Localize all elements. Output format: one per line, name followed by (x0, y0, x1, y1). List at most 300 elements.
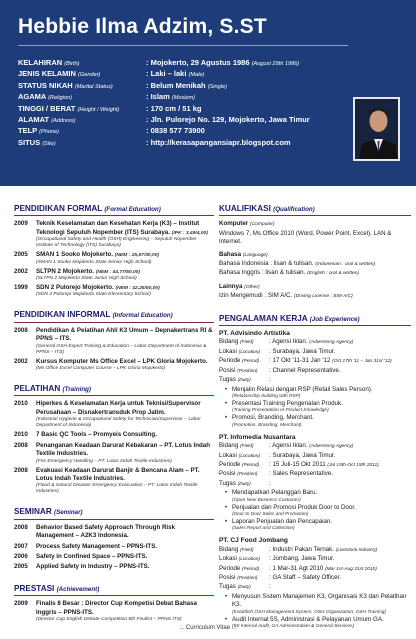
job-field-label-sub: (Duty) (237, 481, 251, 487)
section-divider (219, 325, 411, 326)
job-field-label-sub: (Duty) (237, 585, 251, 591)
item-score: (NEM : 42,25/50,00) (115, 286, 160, 292)
job-field-label-sub: (Position) (237, 576, 258, 581)
achievement-title (14, 585, 214, 594)
item-year: 2008 (14, 466, 28, 474)
bullet-icon: • (225, 399, 228, 407)
personal-label-text: KELAHIRAN (18, 58, 63, 67)
job-entry (219, 537, 411, 630)
qualification-group (219, 220, 411, 246)
personal-label-sub: (Phone) (39, 129, 60, 136)
job-field-label (219, 470, 269, 479)
personal-info (18, 57, 348, 148)
bullet-icon: • (225, 414, 228, 422)
qualification-heading (219, 220, 411, 229)
job-field-label-text: Tugas (219, 583, 236, 591)
list-item (14, 251, 214, 265)
informal-education-list (14, 327, 214, 372)
qualification-line-sub: (English : oral & written) (307, 271, 359, 277)
item-note: (Industrial Hygiene & Occupational Safety for Technician/Supervisor – Labor Department of Indonesia) (36, 417, 201, 429)
formal-education-section (14, 205, 214, 298)
item-body (36, 268, 214, 282)
bullet-icon: • (225, 615, 228, 623)
duty-body (232, 489, 317, 503)
job-field-label (219, 338, 269, 347)
job-field-row (219, 480, 411, 489)
list-item (14, 600, 214, 623)
job-field-label (219, 367, 269, 376)
job-field-label-sub: (Period) (242, 566, 260, 572)
achievement-section (14, 585, 214, 623)
job-field-row (219, 470, 411, 479)
qualification-heading-text: Bahasa (219, 250, 242, 258)
personal-value-text: : 0838 577 73900 (146, 126, 205, 136)
section-title-sub: (Seminar) (54, 509, 83, 517)
personal-value-sub: (Male) (188, 72, 205, 79)
section-title-text: PRESTASI (14, 583, 55, 593)
duty-body (232, 593, 411, 616)
section-divider (14, 215, 214, 216)
job-field-label-text: Lokasi (219, 555, 237, 563)
job-field-value-text: : Surabaya, Jawa Timur. (269, 347, 336, 355)
job-field-label-sub: (Location) (238, 557, 260, 563)
job-field-value-text: : Agensi Iklan. (269, 338, 308, 346)
item-body (36, 442, 214, 465)
job-field-label-text: Periode (219, 357, 241, 365)
list-item (14, 327, 214, 356)
duty-note: (5S Internal Audit, GA Administration & General Services) (232, 624, 355, 630)
item-body (36, 400, 214, 429)
item-body (36, 220, 214, 249)
job-field-label (219, 480, 269, 489)
duty-text: Menjalin Relasi dengan RSP (Retail Sales Person). (232, 385, 373, 393)
item-year: 1999 (14, 284, 28, 292)
item-body (36, 358, 214, 372)
job-field-value-sub: (Advertising Agency) (309, 340, 354, 346)
personal-label-sub: (Site) (42, 140, 56, 147)
job-field-row (219, 357, 411, 366)
item-year: 2008 (14, 441, 28, 449)
duty-text: Presentasi Training Pengenalan Produk. (232, 399, 343, 407)
personal-info-label (18, 125, 146, 136)
item-body (36, 251, 214, 265)
job-field-value (269, 367, 341, 376)
item-year: 2002 (14, 267, 28, 275)
list-item (14, 543, 214, 551)
item-main-text: Finalis 8 Besar : Director Cup Kompetisi Debat Bahasa Inggris – PPNS-ITS. (36, 600, 197, 616)
item-year: 2010 (14, 431, 28, 439)
formal-education-list (14, 220, 214, 298)
job-field-value-sub: (Mar 1st-Aug 31st 2010) (325, 566, 377, 572)
duty-text: Menyusun Sistem Manajemen K3, Organisasi K3 dan Pelatihan K3. (232, 592, 407, 609)
job-field-label (219, 452, 269, 461)
job-field-label (219, 565, 269, 574)
job-field-label-text: Posisi (219, 574, 236, 581)
formal-education-title (14, 205, 214, 214)
personal-label-text: STATUS NIKAH (18, 80, 73, 90)
job-field-value-sub: (Livestock Industry) (335, 547, 378, 553)
job-field-value (269, 442, 353, 451)
section-title-text: PENGALAMAN KERJA (219, 313, 308, 323)
portrait-image (355, 99, 400, 161)
item-score: (NEM : 25,67/30,00) (114, 253, 160, 259)
job-entry (219, 330, 411, 429)
job-field-label-text: Lokasi (219, 347, 237, 355)
qualification-line-text: Windows 7, Ms Office 2010 (Word, Power Point, Excel), LAN & Internet. (219, 229, 392, 246)
list-item (14, 220, 214, 249)
job-field-label-text: Periode (219, 564, 241, 572)
duty-item (219, 400, 411, 414)
list-item (14, 268, 214, 282)
item-body (36, 524, 214, 541)
item-main (36, 442, 214, 459)
job-field-value-text: : Surabaya, Jawa Timur. (269, 451, 336, 459)
section-divider (14, 395, 214, 396)
job-field-label-sub: (Field) (240, 547, 254, 553)
job-field-label-sub: (Field) (240, 444, 254, 450)
list-item (14, 442, 214, 465)
item-note: (SDN 2 Pulorejo Mojokerto State Elementary School) (36, 292, 151, 298)
personal-info-row (18, 137, 348, 148)
bullet-icon: • (225, 489, 228, 497)
job-field-row (219, 583, 411, 592)
duty-note: (Door to Door Sales and Promotion) (232, 511, 309, 517)
job-field-value (269, 376, 271, 385)
job-field-label-text: Bidang (219, 338, 239, 346)
personal-info-label (18, 103, 146, 114)
duty-note: (Open New Business Customer) (232, 497, 301, 503)
duty-text: Penjualan dan Promosi Produk Door to Door. (232, 503, 356, 511)
item-main (36, 431, 214, 439)
item-note: (Fire Emergency Handling – PT. Lotus Indah Textile Industries) (36, 458, 172, 464)
item-body (36, 553, 214, 561)
bullet-icon: • (225, 385, 228, 393)
qualification-group (219, 251, 411, 279)
duty-text: Laporan Penjualan dan Pencapaian. (232, 517, 333, 525)
item-year: 2006 (14, 552, 28, 560)
duty-note: (Establish OSH Management System, OSH Organization, OSH Training) (232, 609, 387, 615)
job-field-value-text: : 1 Mar-31 Agt 2010 (269, 564, 324, 572)
job-field-value-text: : 17 Okt '11-31 Jan '12 (269, 357, 331, 365)
qualification-heading-text: Lainnya (219, 282, 243, 290)
item-note: (SLTPN 2 Mojokerto State Junior High School) (36, 276, 137, 282)
duty-text: Audit Internal 5S, Administrasi & Pelayanan Umum GA. (232, 615, 384, 623)
section-title-sub: (Training) (62, 386, 91, 394)
job-field-label-text: Posisi (219, 470, 236, 478)
personal-info-row (18, 57, 348, 68)
qualification-line (219, 260, 411, 269)
duty-note: (Promotion, Branding, Merchant) (232, 422, 302, 428)
job-field-value-sub: (Jul 15th-Oct 15th 2011) (327, 462, 379, 468)
list-item (14, 284, 214, 298)
qualification-line-text: Bahasa Indonesia : lisan & tulisan. (219, 260, 314, 268)
footer-caption: .:. Curriculum Vitae .:. (179, 625, 237, 631)
item-year: 2009 (14, 600, 28, 608)
qualification-section (219, 205, 411, 302)
personal-info-value (146, 80, 227, 91)
duty-body (232, 518, 332, 532)
job-field-label-text: Bidang (219, 545, 239, 553)
item-main (36, 400, 214, 417)
job-field-label-text: Bidang (219, 442, 239, 450)
job-field-label-sub: (Field) (240, 340, 254, 346)
job-field-label (219, 442, 269, 451)
job-experience-title (219, 315, 411, 324)
item-main-text: Teknik Keselamatan dan Kesehatan Kerja (K3) – Institut Teknologi Sepuluh Nopember (ITS) Surabaya. (36, 220, 200, 236)
job-field-row (219, 574, 411, 583)
job-field-label-sub: (Duty) (237, 378, 251, 384)
job-field-row (219, 452, 411, 461)
personal-info-value (146, 114, 310, 125)
personal-label-sub: (Religion) (48, 95, 73, 102)
personal-info-value (146, 91, 195, 102)
job-field-value (269, 574, 341, 583)
job-company: PT. Advisindo Artistika (219, 330, 290, 338)
qualification-group (219, 283, 411, 302)
personal-label-text: SITUS (18, 137, 41, 147)
duty-item (219, 386, 411, 400)
job-field-label-sub: (Period) (242, 462, 260, 468)
duty-note: (Relationship building with RSP) (232, 393, 301, 399)
job-field-value-text: : Sales Representative. (269, 470, 333, 478)
personal-info-label (18, 80, 146, 91)
list-item (14, 400, 214, 429)
bullet-icon: • (225, 503, 228, 511)
job-field-label (219, 574, 269, 583)
section-title-sub: (Qualification) (273, 206, 315, 213)
item-main (36, 600, 214, 617)
item-main (36, 553, 214, 561)
section-title-text: PENDIDIKAN FORMAL (14, 204, 103, 213)
qualification-line-text: Bahasa Inggris : lisan & tulisan. (219, 269, 306, 277)
job-field-row (219, 461, 411, 470)
item-main-text: Penanganan Keadaan Darurat Kebakaran – PT. Lotus Indah Textile Industries. (36, 441, 210, 458)
job-field-label-text: Tugas (219, 376, 236, 384)
item-year: 2010 (14, 400, 28, 408)
personal-value-text: : Jln. Pulorejo No. 129, Mojokerto, Jawa Timur (146, 114, 310, 124)
qualification-line (219, 230, 411, 247)
header-divider (18, 45, 348, 46)
item-main (36, 220, 214, 237)
job-field-label-text: Tugas (219, 479, 236, 487)
job-field-value (269, 461, 379, 470)
personal-info-label (18, 91, 146, 102)
personal-info-label (18, 57, 146, 68)
personal-info-row (18, 68, 348, 79)
job-field-value-text: : GA Staff – Safety Officer. (269, 574, 341, 581)
duty-item (219, 593, 411, 616)
job-field-label-sub: (Location) (238, 453, 260, 459)
job-field-row (219, 338, 411, 347)
item-main-text: Evakuasi Keadaan Darurat Banjir & Bencana Alam – PT. Lotus Indah Textile Industries. (36, 466, 200, 482)
qualification-title (219, 205, 411, 214)
list-item (14, 524, 214, 541)
job-field-value (269, 583, 271, 592)
item-body (36, 327, 214, 356)
job-field-row (219, 565, 411, 574)
item-main (36, 251, 214, 259)
job-field-label-sub: (Position) (237, 472, 258, 478)
item-year: 2005 (14, 251, 28, 259)
item-main-text: SDN 2 Pulorejo Mojokerto. (36, 284, 114, 292)
training-list (14, 400, 214, 495)
job-company: PT. Infomedia Nusantara (219, 433, 296, 441)
qualification-line (219, 269, 411, 278)
job-field-value (269, 470, 333, 479)
job-field-value-text: : Jombang, Jawa Timur. (269, 555, 335, 563)
job-entry (219, 434, 411, 533)
item-main-text: Applied Safety in Industry – PPNS-ITS. (36, 563, 150, 571)
section-title-text: SEMINAR (14, 507, 52, 517)
item-main (36, 543, 214, 551)
personal-value-sub: (Single) (207, 83, 227, 90)
qualification-line-text: Izin Mengemudi : SIM A/C. (219, 292, 293, 300)
job-field-value (269, 338, 353, 347)
job-field-label-text: Posisi (219, 366, 236, 374)
job-field-value (269, 546, 377, 555)
personal-info-value (146, 57, 299, 68)
personal-label-sub: (Height / Weight) (77, 106, 120, 113)
item-main-text: Process Safety Management – PPNS-ITS. (36, 542, 158, 550)
informal-education-title (14, 311, 214, 320)
left-column (14, 205, 214, 636)
personal-label-text: TELP (18, 126, 38, 136)
personal-value-text: : Mojokerto, 29 Agustus 1986 (146, 58, 250, 67)
item-main (36, 524, 214, 541)
job-field-row (219, 546, 411, 555)
job-field-row (219, 367, 411, 376)
item-body (36, 284, 214, 298)
list-item (14, 431, 214, 439)
training-title (14, 385, 214, 394)
job-field-value (269, 565, 377, 574)
achievement-list (14, 600, 214, 623)
personal-value-sub: (August 29th 1986) (251, 61, 300, 67)
list-item (14, 358, 214, 372)
job-field-value-sub: (Advertising Agency) (309, 444, 354, 450)
qualification-heading-sub: (Computer) (249, 222, 275, 228)
item-body (36, 543, 214, 551)
item-main-text: Pendidikan & Pelatihan Ahli K3 Umum – Depnakertrans RI & PPNS – ITS. (36, 326, 213, 343)
qualification-line (219, 292, 411, 301)
duty-item (219, 489, 411, 503)
job-field-value-text: : (269, 376, 271, 384)
duty-text: Promosi, Branding, Merchant. (232, 414, 314, 422)
item-note: (Ms Office Excel Computer Course – LPK Gloria Mojokerto) (36, 366, 166, 372)
section-title-sub: (Informal Education) (112, 312, 173, 320)
item-main-text: Kursus Komputer Ms Office Excel – LPK Gloria Mojokerto. (36, 357, 208, 365)
job-field-row (219, 442, 411, 451)
job-field-value (269, 555, 334, 564)
right-column (219, 205, 411, 639)
item-note: (Occupational Safety and Health (OSH) Engineering – Sepuluh Nopember Institute of Technology (ITS) Surabaya) (36, 237, 197, 249)
item-body (36, 600, 214, 623)
personal-info-value (146, 103, 201, 114)
personal-label-sub: (Gender) (78, 72, 101, 79)
personal-info-row (18, 80, 348, 91)
personal-info-value (146, 137, 291, 148)
job-field-row (219, 348, 411, 357)
job-field-value (269, 452, 335, 461)
job-experience-section (219, 315, 411, 630)
duty-item (219, 518, 411, 532)
job-field-label-sub: (Period) (242, 359, 260, 365)
job-field-value (269, 357, 392, 366)
personal-value-text: : Belum Menikah (146, 80, 206, 90)
item-main (36, 563, 214, 571)
item-year: 2008 (14, 523, 28, 531)
job-field-label-text: Periode (219, 460, 241, 468)
section-divider (14, 322, 214, 323)
job-field-label (219, 546, 269, 555)
job-field-label (219, 376, 269, 385)
qualification-heading-text: Komputer (219, 220, 249, 228)
item-note: (Flood & Natural Disaster Emergency Evacuation – PT. Lotus Indah Textile Industries) (36, 483, 198, 495)
item-main-text: Hiperkes & Keselamatan Kerja untuk Teknisi/Supervisor Perusahaan – Disnakertransduk Prop Jatim. (36, 400, 201, 416)
job-field-value-text: : (269, 583, 271, 591)
item-year: 2005 (14, 563, 28, 571)
header-banner (0, 0, 416, 186)
section-title-sub: (Formal Education) (104, 206, 161, 213)
seminar-list (14, 524, 214, 572)
personal-info-row (18, 103, 348, 114)
item-main-text: SLTPN 2 Mojokerto. (36, 267, 94, 275)
duty-item (219, 504, 411, 518)
bullet-icon: • (225, 517, 228, 525)
item-main (36, 327, 214, 344)
job-field-row (219, 555, 411, 564)
personal-label-sub: (Birth) (64, 61, 80, 67)
job-field-label (219, 348, 269, 357)
list-item (14, 553, 214, 561)
job-field-label (219, 583, 269, 592)
item-main-text: Safety in Confined Space – PPNS-ITS. (36, 552, 148, 560)
job-list (219, 330, 411, 630)
job-field-value (269, 348, 335, 357)
item-main (36, 467, 214, 484)
qualification-heading-sub: (Language) (242, 252, 268, 258)
job-field-label (219, 555, 269, 564)
section-divider (14, 519, 214, 520)
personal-label-sub: (Address) (51, 117, 76, 124)
bullet-icon: • (225, 592, 228, 600)
personal-label-sub: (Marital Status) (74, 83, 113, 90)
section-title-text: KUALIFIKASI (219, 204, 271, 213)
duty-text: Mendapatkan Pelanggan Baru. (232, 489, 318, 497)
personal-label-text: TINGGI / BERAT (18, 103, 76, 113)
list-item (14, 467, 214, 496)
job-field-value-text: : (269, 479, 271, 487)
job-company: PT. CJ Food Jombang (219, 537, 288, 545)
item-main (36, 268, 214, 276)
qualification-line-sub: (Driving License : SIM A/C) (293, 294, 353, 300)
item-note: (SMAN 1 Sooko Mojokerto State Senior High School) (36, 259, 152, 265)
job-field-label (219, 461, 269, 470)
duty-note: (Training Presentation of Product Knowledge) (232, 408, 329, 414)
qualification-list (219, 220, 411, 301)
item-main-text: Behavior Based Safety Approach Through Risk Management – A2K3 Indonesia. (36, 523, 176, 540)
item-main-text: 7 Basic QC Tools – Promyeis Consulting. (36, 431, 157, 439)
personal-value-text: : Islam (146, 92, 170, 102)
qualification-heading-sub: (Other) (244, 284, 260, 290)
section-title-text: PENDIDIKAN INFORMAL (14, 310, 111, 320)
job-field-value-text: : Industri Pakan Ternak. (269, 545, 334, 553)
duty-note: (Sales Report and Collection) (232, 526, 295, 532)
job-field-label (219, 357, 269, 366)
duty-body (232, 504, 356, 518)
candidate-name: Hebbie Ilma Adzim, S.ST (18, 15, 267, 38)
item-year: 2008 (14, 326, 28, 334)
